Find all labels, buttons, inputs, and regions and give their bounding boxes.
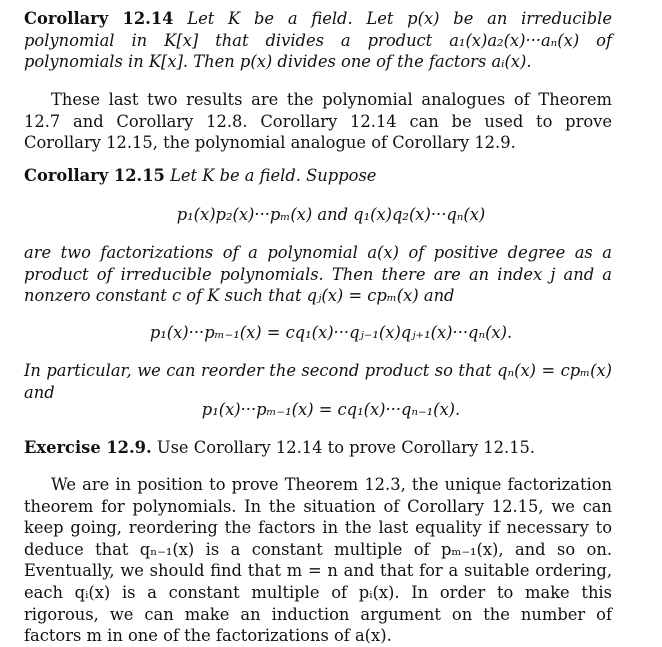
paragraph-unique-factorization-text: We are in position to prove Theorem 12.3, the unique factorization theorem for polynomials. In the situation of Corollary 12.15, we can keep going, reordering the factors in the last equality if necessary to deduce that qₙ₋₁(x) is a constant multiple of pₘ₋₁(x), and so on. Eventually, we should find that m = n and that for a suitable ordering, each qᵢ(x) is a constant multiple of pᵢ(x). In order to make this rigorous, we can make an induction argument on the number of factors m in one of the factorizations of a(x). xyxy=(24,475,612,646)
exercise-12-9-text: Use Corollary 12.14 to prove Corollary 12.15. xyxy=(156,438,536,457)
corollary-12-15-intro: Let K be a field. Suppose xyxy=(170,166,377,185)
paragraph-unique-factorization xyxy=(24,474,612,647)
corollary-12-14 xyxy=(24,8,612,73)
paragraph-analogues-text: These last two results are the polynomial analogues of Theorem 12.7 and Corollary 12.8. Corollary 12.14 can be used to prove Corollary 12.15, the polynomial analogue of Corollary 12.9. xyxy=(24,90,612,153)
corollary-12-15-label: Corollary 12.15 xyxy=(24,166,165,185)
equation-reduced-product: p₁(x)···pₘ₋₁(x) = cq₁(x)···qⱼ₋₁(x)qⱼ₊₁(x)···qₙ(x). xyxy=(149,323,513,342)
paragraph-analogues xyxy=(24,89,612,154)
exercise-12-9-label: Exercise 12.9. xyxy=(24,438,152,457)
corollary-12-15-body-text: are two factorizations of a polynomial a(x) of positive degree as a product of irreducible polynomials. Then there are an index j and a nonzero constant c of K such that qⱼ(x) = cpₘ(x) and xyxy=(24,243,612,306)
corollary-12-15-body xyxy=(24,242,612,307)
corollary-12-15-particular xyxy=(24,360,612,403)
corollary-12-14-text: Let K be a field. Let p(x) be an irreducible polynomial in K[x] that divides a product a₁(x)a₂(x)···aₙ(x) of polynomials in K[x]. Then p(x) divides one of the factors aᵢ(x). xyxy=(24,9,613,72)
corollary-12-15-head xyxy=(24,165,612,187)
equation-factorizations: p₁(x)p₂(x)···pₘ(x) and q₁(x)q₂(x)···qₙ(x) xyxy=(176,205,486,224)
equation-reordered: p₁(x)···pₘ₋₁(x) = cq₁(x)···qₙ₋₁(x). xyxy=(201,400,461,419)
corollary-12-14-label: Corollary 12.14 xyxy=(24,9,174,28)
exercise-12-9 xyxy=(24,437,612,459)
corollary-12-15-particular-text: In particular, we can reorder the second product so that qₙ(x) = cpₘ(x) and xyxy=(24,361,612,402)
